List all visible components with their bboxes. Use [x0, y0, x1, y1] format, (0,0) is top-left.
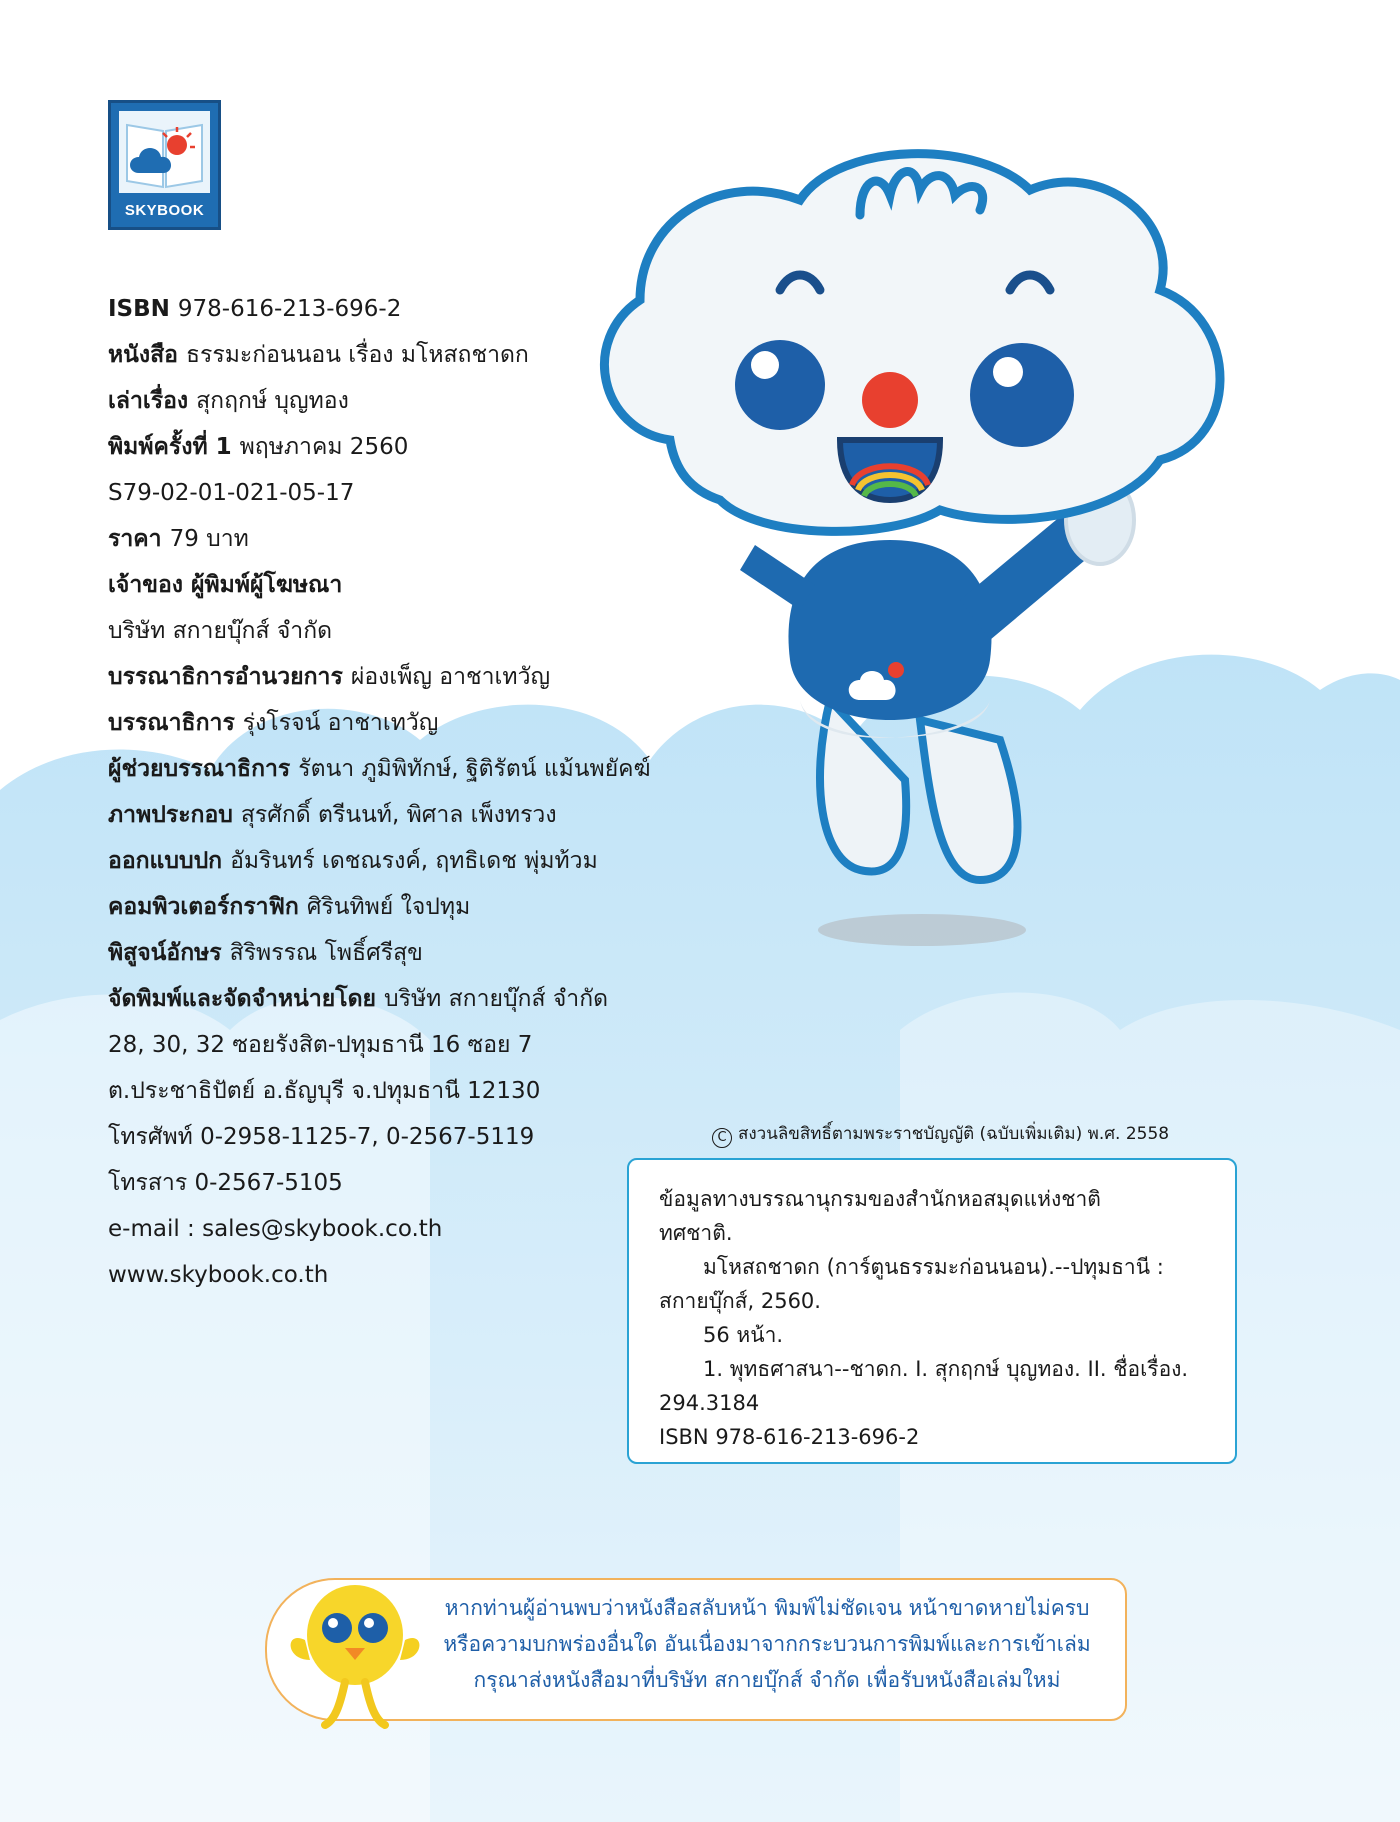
cip-title: มโหสถชาดก (การ์ตูนธรรมะก่อนนอน).--ปทุมธานี :	[703, 1255, 1164, 1279]
colophon-line	[108, 1206, 708, 1252]
colophon-label: ภาพประกอบ	[108, 802, 233, 828]
colophon-value: www.skybook.co.th	[108, 1262, 329, 1288]
copyright-notice	[712, 1120, 1169, 1148]
colophon-line	[108, 1114, 708, 1160]
colophon-value: S79-02-01-021-05-17	[108, 480, 355, 506]
colophon-label: จัดพิมพ์และจัดจำหน่ายโดย	[108, 986, 377, 1012]
defect-notice-text	[417, 1590, 1117, 1698]
colophon-label: คอมพิวเตอร์กราฟิก	[108, 894, 299, 920]
colophon-value: พฤษภาคม 2560	[239, 434, 409, 460]
cip-author: ทศชาติ.	[659, 1221, 733, 1245]
cip-heading: ข้อมูลทางบรรณานุกรมของสำนักหอสมุดแห่งชาติ	[659, 1187, 1101, 1211]
colophon-value: ธรรมะก่อนนอน เรื่อง มโหสถชาดก	[185, 342, 529, 368]
colophon-value: ศิรินทิพย์ ใจปทุม	[306, 894, 471, 920]
yellow-bird-mascot	[285, 1560, 425, 1730]
copyright-text: สงวนลิขสิทธิ์ตามพระราชบัญญัติ (ฉบับเพิ่มเติม) พ.ศ. 2558	[738, 1124, 1170, 1144]
colophon-value: อัมรินทร์ เดชณรงค์, ฤทธิเดช พุ่มท้วม	[230, 848, 598, 874]
colophon-label: ผู้ช่วยบรรณาธิการ	[108, 756, 291, 782]
skybook-logo	[108, 100, 221, 230]
colophon-label: หนังสือ	[108, 342, 178, 368]
colophon-value: สิริพรรณ โพธิ์ศรีสุข	[229, 940, 423, 966]
colophon-label: พิสูจน์อักษร	[108, 940, 222, 966]
colophon-value: e-mail : sales@skybook.co.th	[108, 1216, 443, 1242]
cip-isbn: ISBN 978-616-213-696-2	[659, 1425, 920, 1449]
colophon-line	[108, 976, 708, 1022]
logo-brand-text: SKYBOOK	[124, 202, 205, 219]
colophon-label: ISBN	[108, 296, 170, 322]
notice-line: หากท่านผู้อ่านพบว่าหนังสือสลับหน้า พิมพ์ไม่ชัดเจน หน้าขาดหายไม่ครบ	[444, 1596, 1090, 1620]
colophon-label: เจ้าของ ผู้พิมพ์ผู้โฆษณา	[108, 572, 343, 598]
colophon-label: บรรณาธิการอำนวยการ	[108, 664, 343, 690]
cip-subjects: 1. พุทธศาสนา--ชาดก. I. สุกฤกษ์ บุญทอง. II. ชื่อเรื่อง.	[703, 1357, 1189, 1381]
cip-pages: 56 หน้า.	[703, 1323, 784, 1347]
colophon-line	[108, 1160, 708, 1206]
colophon-value: รัตนา ภูมิพิทักษ์, ฐิติรัตน์ แม้นพยัคฆ์	[298, 756, 651, 782]
cip-classification: 294.3184	[659, 1391, 760, 1415]
notice-line: กรุณาส่งหนังสือมาที่บริษัท สกายบุ๊กส์ จำกัด เพื่อรับหนังสือเล่มใหม่	[473, 1668, 1061, 1692]
colophon-value: ต.ประชาธิปัตย์ อ.ธัญบุรี จ.ปทุมธานี 12130	[108, 1078, 541, 1104]
colophon-value: 978-616-213-696-2	[177, 296, 402, 322]
colophon-label: เล่าเรื่อง	[108, 388, 189, 414]
colophon-value: ผ่องเพ็ญ อาชาเทวัญ	[350, 664, 551, 690]
colophon-label: พิมพ์ครั้งที่ 1	[108, 434, 232, 460]
colophon-label: ออกแบบปก	[108, 848, 223, 874]
cip-data-box	[627, 1158, 1237, 1464]
colophon-value: บริษัท สกายบุ๊กส์ จำกัด	[384, 986, 609, 1012]
cip-publisher: สกายบุ๊กส์, 2560.	[659, 1289, 821, 1313]
colophon-line	[108, 1252, 708, 1298]
colophon-value: โทรศัพท์ 0-2958-1125-7, 0-2567-5119	[108, 1124, 535, 1150]
colophon-line	[108, 1068, 708, 1114]
colophon-value: รุ่งโรจน์ อาชาเทวัญ	[242, 710, 439, 736]
colophon-value: 79 บาท	[169, 526, 249, 552]
colophon-value: สุรศักดิ์ ตรีนนท์, พิศาล เพ็งทรวง	[240, 802, 557, 828]
colophon-value: โทรสาร 0-2567-5105	[108, 1170, 343, 1196]
colophon-line	[108, 1022, 708, 1068]
notice-line: หรือความบกพร่องอื่นใด อันเนื่องมาจากกระบวนการพิมพ์และการเข้าเล่ม	[443, 1632, 1091, 1656]
colophon-value: สุกฤกษ์ บุญทอง	[196, 388, 349, 414]
colophon-label: บรรณาธิการ	[108, 710, 235, 736]
colophon-label: ราคา	[108, 526, 162, 552]
open-book-icon	[119, 111, 210, 193]
cloud-mascot-illustration	[560, 140, 1320, 960]
colophon-value: บริษัท สกายบุ๊กส์ จำกัด	[108, 618, 333, 644]
colophon-value: 28, 30, 32 ซอยรังสิต-ปทุมธานี 16 ซอย 7	[108, 1032, 533, 1058]
copyright-icon: C	[712, 1128, 732, 1148]
